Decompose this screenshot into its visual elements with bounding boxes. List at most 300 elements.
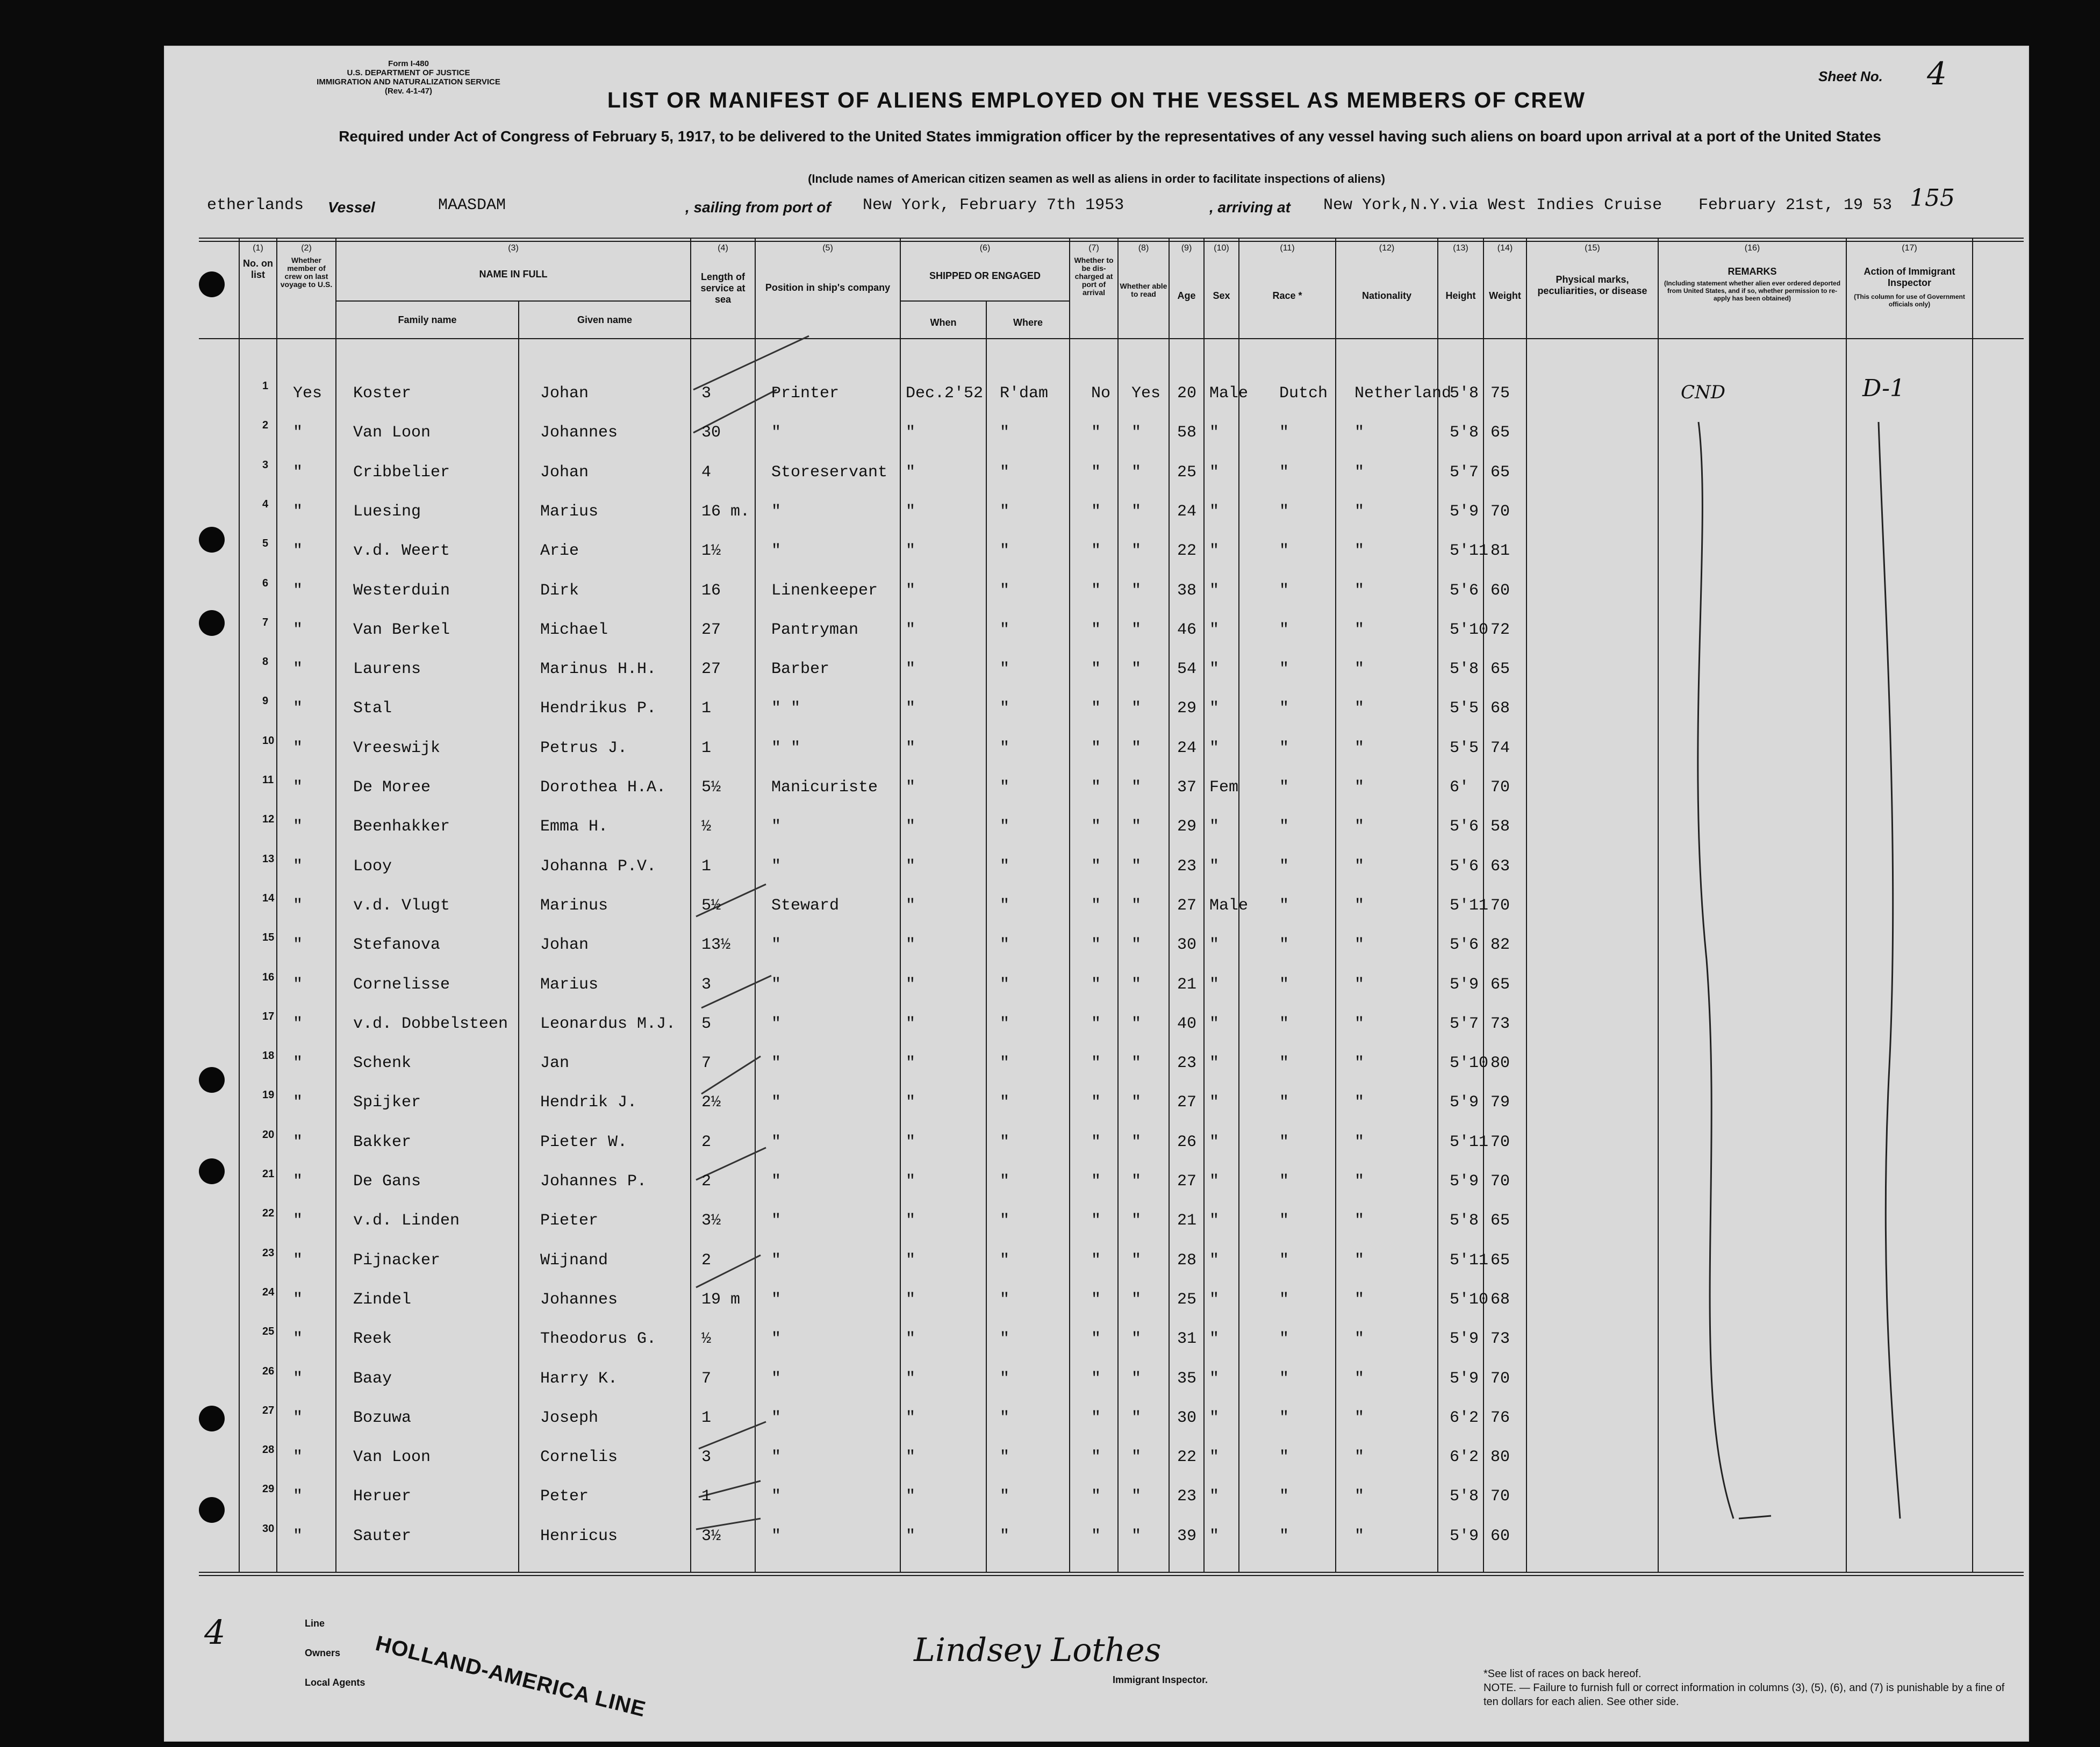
cell-length-of-service: 16 (701, 582, 721, 600)
cell-weight: 70 (1490, 1172, 1510, 1191)
cell-sex: " (1209, 1054, 1220, 1072)
cell-race: " (1279, 818, 1289, 836)
cell-race: " (1279, 542, 1289, 560)
cell-age: 35 (1177, 1370, 1197, 1388)
cell-height: 5'5 (1450, 699, 1479, 718)
col-13-number: (13) (1453, 244, 1468, 253)
cell-shipped-when: " (906, 1251, 916, 1270)
cell-race: " (1279, 778, 1289, 797)
cell-age: 25 (1177, 463, 1197, 482)
cell-race: " (1279, 936, 1289, 954)
cell-shipped-where: " (1000, 857, 1010, 876)
cell-height: 5'9 (1450, 1527, 1479, 1545)
row-number: 5 (262, 538, 269, 549)
col-16-header: REMARKS (1728, 266, 1777, 277)
cell-age: 26 (1177, 1133, 1197, 1151)
cell-given-name: Petrus J. (540, 739, 628, 757)
cell-given-name: Dirk (540, 582, 579, 600)
cell-sex: " (1209, 1172, 1220, 1191)
cell-race: " (1279, 1133, 1289, 1151)
col-6-number: (6) (979, 244, 991, 253)
cell-length-of-service: 5 (701, 1015, 712, 1033)
cell-sex: " (1209, 1133, 1220, 1151)
cell-race: " (1279, 1172, 1289, 1191)
cell-length-of-service: ½ (701, 818, 712, 836)
col-7-number: (7) (1088, 244, 1099, 253)
row-number: 3 (262, 459, 269, 471)
row-number: 15 (262, 932, 275, 943)
row-number: 20 (262, 1129, 275, 1141)
cell-shipped-where: " (1000, 542, 1010, 560)
cell-family-name: Schenk (353, 1054, 412, 1072)
row-number: 7 (262, 617, 269, 628)
col-4-number: (4) (718, 244, 728, 253)
cell-sex: " (1209, 699, 1220, 718)
cell-able-to-read: " (1131, 1212, 1142, 1230)
row-number: 21 (262, 1168, 275, 1180)
cell-given-name: Peter (540, 1487, 589, 1506)
cell-height: 5'7 (1450, 1015, 1479, 1033)
cell-discharged: " (1091, 1251, 1101, 1270)
cell-prev-voyage: " (293, 897, 303, 915)
row-number: 14 (262, 892, 275, 904)
cell-length-of-service: 30 (701, 424, 721, 442)
row-number: 1 (262, 380, 269, 392)
cell-shipped-where: " (1000, 1133, 1010, 1151)
cell-family-name: Laurens (353, 660, 421, 678)
cell-age: 37 (1177, 778, 1197, 797)
cell-weight: 70 (1490, 1370, 1510, 1388)
cell-family-name: Van Loon (353, 1448, 431, 1466)
cell-age: 54 (1177, 660, 1197, 678)
cell-family-name: Bakker (353, 1133, 412, 1151)
col-2-number: (2) (301, 244, 312, 253)
cell-nationality: Netherland (1354, 384, 1452, 403)
cell-discharged: " (1091, 936, 1101, 954)
cell-discharged: " (1091, 621, 1101, 639)
cell-shipped-when: " (906, 857, 916, 876)
cell-age: 27 (1177, 1093, 1197, 1112)
cell-position: " " (771, 739, 801, 757)
cell-shipped-when: " (906, 503, 916, 521)
cell-height: 5'11 (1450, 897, 1489, 915)
row-number: 13 (262, 853, 275, 865)
cell-weight: 70 (1490, 503, 1510, 521)
col-6-when-header: When (930, 317, 957, 328)
cell-length-of-service: 4 (701, 463, 712, 482)
cell-height: 5'6 (1450, 818, 1479, 836)
row-number: 12 (262, 813, 275, 825)
cell-family-name: Van Loon (353, 424, 431, 442)
line-label: Line (305, 1618, 325, 1629)
cell-sex: " (1209, 976, 1220, 994)
cell-nationality: " (1354, 936, 1365, 954)
cell-position: Printer (771, 384, 840, 403)
cell-family-name: Cribbelier (353, 463, 450, 482)
action-annotation: D-1 (1862, 375, 1905, 402)
cell-height: 6'2 (1450, 1409, 1479, 1427)
cell-race: " (1279, 1093, 1289, 1112)
col-4-header: Length of service at sea (700, 271, 746, 305)
cell-race: " (1279, 1291, 1289, 1309)
cell-position: Pantryman (771, 621, 859, 639)
cell-nationality: " (1354, 463, 1365, 482)
col-17-header: Action of Immigrant Inspector (1864, 266, 1955, 288)
fine-note: NOTE. — Failure to furnish full or correct information in columns (3), (5), (6), and (7) is punishable by a fine of ten dollars for each alien. See other side. (1483, 1682, 2005, 1708)
cell-family-name: Baay (353, 1370, 392, 1388)
cell-sex: " (1209, 1093, 1220, 1112)
col-3-family-header: Family name (398, 314, 457, 325)
cell-shipped-when: " (906, 1409, 916, 1427)
cell-sex: " (1209, 1251, 1220, 1270)
cell-nationality: " (1354, 1370, 1365, 1388)
cell-age: 40 (1177, 1015, 1197, 1033)
col-6-header: SHIPPED OR ENGAGED (929, 270, 1041, 281)
cell-height: 5'8 (1450, 660, 1479, 678)
cell-position: " (771, 1172, 782, 1191)
cell-age: 39 (1177, 1527, 1197, 1545)
cell-race: " (1279, 660, 1289, 678)
cell-given-name: Marinus H.H. (540, 660, 657, 678)
cell-nationality: " (1354, 582, 1365, 600)
cell-discharged: " (1091, 778, 1101, 797)
cell-weight: 70 (1490, 1133, 1510, 1151)
cell-shipped-when: " (906, 699, 916, 718)
row-number: 8 (262, 656, 269, 668)
cell-shipped-where: " (1000, 1291, 1010, 1309)
cell-given-name: Wijnand (540, 1251, 608, 1270)
cell-position: Storeservant (771, 463, 888, 482)
cell-able-to-read: " (1131, 503, 1142, 521)
row-number: 4 (262, 498, 269, 510)
cell-discharged: " (1091, 1054, 1101, 1072)
cell-shipped-when: " (906, 1487, 916, 1506)
vessel-label: Vessel (328, 199, 375, 216)
cell-nationality: " (1354, 739, 1365, 757)
cell-length-of-service: 2 (701, 1172, 712, 1191)
remarks-annotation: CND (1681, 382, 1726, 403)
cell-weight: 65 (1490, 660, 1510, 678)
cell-discharged: " (1091, 1370, 1101, 1388)
owners-label: Owners (305, 1648, 341, 1658)
cell-given-name: Johannes P. (540, 1172, 647, 1191)
cell-given-name: Johannes (540, 424, 618, 442)
cell-able-to-read: " (1131, 857, 1142, 876)
cell-nationality: " (1354, 976, 1365, 994)
cell-weight: 63 (1490, 857, 1510, 876)
cell-weight: 73 (1490, 1015, 1510, 1033)
cell-race: " (1279, 1448, 1289, 1466)
cell-shipped-when: " (906, 1212, 916, 1230)
cell-length-of-service: 1 (701, 1487, 712, 1506)
cell-able-to-read: " (1131, 1330, 1142, 1348)
cell-shipped-when: " (906, 1527, 916, 1545)
cell-discharged: " (1091, 1527, 1101, 1545)
cell-race: " (1279, 1251, 1289, 1270)
cell-able-to-read: " (1131, 897, 1142, 915)
cell-height: 5'11 (1450, 542, 1489, 560)
cell-nationality: " (1354, 857, 1365, 876)
cell-weight: 65 (1490, 1212, 1510, 1230)
cell-nationality: " (1354, 1487, 1365, 1506)
cell-able-to-read: " (1131, 1487, 1142, 1506)
cell-height: 5'8 (1450, 384, 1479, 403)
row-number: 9 (262, 695, 269, 707)
cell-prev-voyage: " (293, 1370, 303, 1388)
cell-able-to-read: " (1131, 1409, 1142, 1427)
cell-family-name: Reek (353, 1330, 392, 1348)
cell-discharged: " (1091, 660, 1101, 678)
cell-position: " (771, 503, 782, 521)
cell-length-of-service: 3 (701, 1448, 712, 1466)
col-17-subheader: (This column for use of Government officials only) (1854, 293, 1965, 308)
cell-given-name: Marinus (540, 897, 608, 915)
cell-given-name: Johan (540, 936, 589, 954)
cell-position: Linenkeeper (771, 582, 878, 600)
cell-able-to-read: " (1131, 1054, 1142, 1072)
cell-nationality: " (1354, 660, 1365, 678)
cell-race: " (1279, 699, 1289, 718)
cell-shipped-where: R'dam (1000, 384, 1049, 403)
cell-height: 5'9 (1450, 1330, 1479, 1348)
cell-length-of-service: 1 (701, 1409, 712, 1427)
cell-family-name: Stefanova (353, 936, 441, 954)
col-5-header: Position in ship's company (765, 282, 891, 293)
cell-position: " (771, 857, 782, 876)
cell-able-to-read: Yes (1131, 384, 1161, 403)
cell-length-of-service: 7 (701, 1054, 712, 1072)
cell-family-name: De Gans (353, 1172, 421, 1191)
cell-nationality: " (1354, 1291, 1365, 1309)
cell-prev-voyage: " (293, 1093, 303, 1112)
row-number: 18 (262, 1050, 275, 1062)
cell-shipped-when: " (906, 582, 916, 600)
cell-sex: " (1209, 1487, 1220, 1506)
cell-length-of-service: 2½ (701, 1093, 721, 1112)
row-number: 26 (262, 1365, 275, 1377)
cell-race: " (1279, 1409, 1289, 1427)
cell-age: 30 (1177, 1409, 1197, 1427)
cell-weight: 65 (1490, 463, 1510, 482)
cell-race: " (1279, 1527, 1289, 1545)
cell-discharged: " (1091, 1330, 1101, 1348)
cell-age: 29 (1177, 699, 1197, 718)
col-8-header: Whether able to read (1120, 282, 1167, 298)
cell-shipped-where: " (1000, 818, 1010, 836)
cell-prev-voyage: " (293, 1015, 303, 1033)
cell-age: 24 (1177, 739, 1197, 757)
cell-shipped-when: " (906, 424, 916, 442)
cell-family-name: Stal (353, 699, 392, 718)
cell-weight: 79 (1490, 1093, 1510, 1112)
cell-weight: 70 (1490, 1487, 1510, 1506)
cell-discharged: " (1091, 739, 1101, 757)
cell-height: 5'6 (1450, 857, 1479, 876)
cell-prev-voyage: " (293, 1054, 303, 1072)
cell-height: 5'7 (1450, 463, 1479, 482)
cell-race: " (1279, 621, 1289, 639)
cell-prev-voyage: " (293, 1330, 303, 1348)
cell-able-to-read: " (1131, 936, 1142, 954)
cell-prev-voyage: " (293, 1487, 303, 1506)
cell-prev-voyage: " (293, 857, 303, 876)
cell-height: 5'8 (1450, 424, 1479, 442)
cell-discharged: " (1091, 1172, 1101, 1191)
cell-shipped-when: " (906, 621, 916, 639)
cell-shipped-where: " (1000, 1527, 1010, 1545)
cell-discharged: " (1091, 1409, 1101, 1427)
cell-shipped-when: " (906, 1054, 916, 1072)
cell-shipped-where: " (1000, 699, 1010, 718)
cell-age: 23 (1177, 1054, 1197, 1072)
cell-position: Steward (771, 897, 840, 915)
cell-length-of-service: 1 (701, 699, 712, 718)
cell-weight: 81 (1490, 542, 1510, 560)
cell-given-name: Johannes (540, 1291, 618, 1309)
col-11-number: (11) (1280, 244, 1295, 253)
cell-sex: " (1209, 739, 1220, 757)
cell-prev-voyage: " (293, 936, 303, 954)
cell-given-name: Theodorus G. (540, 1330, 657, 1348)
cell-nationality: " (1354, 818, 1365, 836)
col-10-number: (10) (1214, 244, 1229, 253)
cell-shipped-when: " (906, 1093, 916, 1112)
cell-sex: Male (1209, 897, 1249, 915)
cell-position: " (771, 1409, 782, 1427)
cell-prev-voyage: " (293, 503, 303, 521)
cell-age: 38 (1177, 582, 1197, 600)
cell-able-to-read: " (1131, 778, 1142, 797)
cell-given-name: Joseph (540, 1409, 599, 1427)
cell-shipped-where: " (1000, 1409, 1010, 1427)
cell-able-to-read: " (1131, 424, 1142, 442)
cell-family-name: v.d. Dobbelsteen (353, 1015, 508, 1033)
cell-discharged: " (1091, 503, 1101, 521)
cell-able-to-read: " (1131, 1093, 1142, 1112)
cell-position: " (771, 1370, 782, 1388)
cell-nationality: " (1354, 1448, 1365, 1466)
cell-weight: 76 (1490, 1409, 1510, 1427)
row-number: 2 (262, 419, 269, 431)
cell-height: 6' (1450, 778, 1470, 797)
vessel-flag: etherlands (207, 196, 304, 214)
col-9-header: Age (1177, 290, 1196, 301)
sheet-number-label: Sheet No. (1818, 68, 1883, 84)
cell-age: 28 (1177, 1251, 1197, 1270)
cell-length-of-service: 7 (701, 1370, 712, 1388)
cell-height: 5'10 (1450, 1054, 1489, 1072)
cell-shipped-where: " (1000, 1487, 1010, 1506)
cell-family-name: Van Berkel (353, 621, 450, 639)
cell-shipped-where: " (1000, 463, 1010, 482)
cell-discharged: " (1091, 424, 1101, 442)
cell-nationality: " (1354, 621, 1365, 639)
cell-length-of-service: 5½ (701, 897, 721, 915)
cell-shipped-when: " (906, 818, 916, 836)
cell-prev-voyage: " (293, 542, 303, 560)
cell-family-name: Beenhakker (353, 818, 450, 836)
cell-position: " (771, 1015, 782, 1033)
cell-given-name: Henricus (540, 1527, 618, 1545)
col-2-header: Whether member of crew on last voyage to U.S. (280, 256, 333, 289)
cell-position: " (771, 542, 782, 560)
cell-family-name: Zindel (353, 1291, 412, 1309)
cell-weight: 60 (1490, 1527, 1510, 1545)
cell-family-name: v.d. Weert (353, 542, 450, 560)
row-number: 27 (262, 1405, 275, 1416)
cell-given-name: Hendrikus P. (540, 699, 657, 718)
col-14-header: Weight (1489, 290, 1521, 301)
row-number: 16 (262, 971, 275, 983)
cell-discharged: " (1091, 897, 1101, 915)
cell-family-name: Bozuwa (353, 1409, 412, 1427)
col-14-number: (14) (1497, 244, 1513, 253)
col-16-subheader: (Including statement whether alien ever ordered deported from United States, and if so, whether permission to re-apply has been obtained) (1664, 280, 1841, 302)
cell-discharged: " (1091, 1212, 1101, 1230)
cell-nationality: " (1354, 699, 1365, 718)
cell-age: 23 (1177, 1487, 1197, 1506)
service: IMMIGRATION AND NATURALIZATION SERVICE (317, 77, 500, 87)
cell-length-of-service: 16 m. (701, 503, 750, 521)
cell-position: " (771, 1291, 782, 1309)
cell-prev-voyage: Yes (293, 384, 322, 403)
cell-age: 20 (1177, 384, 1197, 403)
cell-given-name: Cornelis (540, 1448, 618, 1466)
form-number: Form I-480 (388, 59, 429, 68)
race-note: *See list of races on back hereof. (1483, 1668, 1642, 1680)
col-8-number: (8) (1138, 244, 1149, 253)
cell-shipped-where: " (1000, 1251, 1010, 1270)
row-number: 28 (262, 1444, 275, 1456)
cell-position: " (771, 1330, 782, 1348)
col-7-header: Whether to be dis-charged at port of arrival (1074, 256, 1114, 297)
cell-age: 24 (1177, 503, 1197, 521)
cell-discharged: " (1091, 542, 1101, 560)
cell-weight: 60 (1490, 582, 1510, 600)
cell-shipped-where: " (1000, 1212, 1010, 1230)
cell-shipped-where: " (1000, 1370, 1010, 1388)
cell-prev-voyage: " (293, 818, 303, 836)
cell-nationality: " (1354, 1251, 1365, 1270)
cell-age: 22 (1177, 542, 1197, 560)
cell-weight: 72 (1490, 621, 1510, 639)
cell-prev-voyage: " (293, 1409, 303, 1427)
cell-family-name: Vreeswijk (353, 739, 441, 757)
cell-discharged: " (1091, 1487, 1101, 1506)
cell-race: " (1279, 1212, 1289, 1230)
cell-discharged: " (1091, 1093, 1101, 1112)
cell-length-of-service: 27 (701, 660, 721, 678)
cell-able-to-read: " (1131, 739, 1142, 757)
arriving-label: , arriving at (1209, 199, 1291, 216)
row-number: 24 (262, 1286, 275, 1298)
cell-discharged: " (1091, 582, 1101, 600)
cell-race: " (1279, 1370, 1289, 1388)
cell-age: 46 (1177, 621, 1197, 639)
cell-position: " " (771, 699, 801, 718)
cell-height: 5'11 (1450, 1251, 1489, 1270)
cell-discharged: " (1091, 1448, 1101, 1466)
cell-height: 5'9 (1450, 976, 1479, 994)
col-16-number: (16) (1744, 244, 1760, 253)
sailing-label: , sailing from port of (685, 199, 831, 216)
cell-shipped-where: " (1000, 1093, 1010, 1112)
cell-sex: " (1209, 1291, 1220, 1309)
cell-race: " (1279, 1487, 1289, 1506)
manifest-sheet (164, 46, 2029, 1742)
cell-able-to-read: " (1131, 818, 1142, 836)
cell-sex: " (1209, 818, 1220, 836)
